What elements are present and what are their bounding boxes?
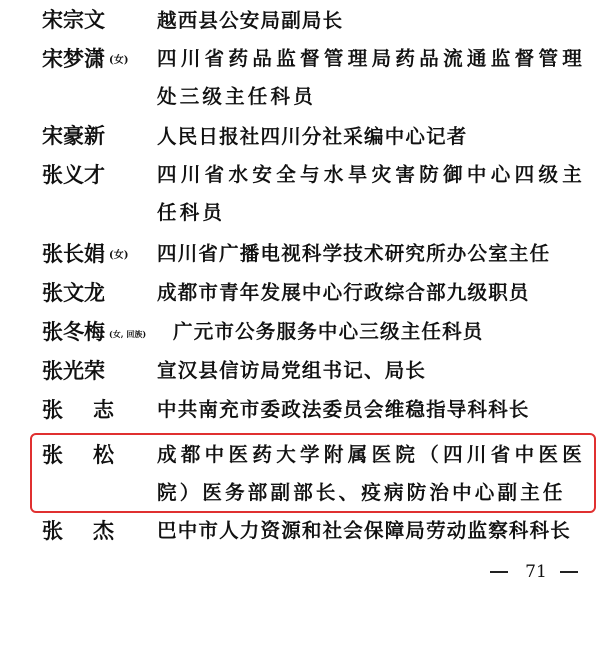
person-name: 张志 xyxy=(42,397,114,422)
person-name: 张义才 xyxy=(42,162,105,187)
person-note: (女) xyxy=(109,249,129,261)
person-name: 宋豪新 xyxy=(42,123,105,148)
person-name: 张文龙 xyxy=(42,280,105,305)
person-title: 宣汉县信访局党组书记、局长 xyxy=(157,359,427,382)
person-title: 中共南充市委政法委员会维稳指导科科长 xyxy=(157,398,530,421)
person-title: 成都中医药大学附属医院（四川省中医医院）医务部副部长、疫病防治中心副主任 xyxy=(157,443,585,504)
dash-right xyxy=(560,571,578,573)
person-note: (女, 回族) xyxy=(109,328,147,339)
person-name: 宋梦潇 (女) xyxy=(42,46,129,71)
person-name: 张松 xyxy=(42,442,114,467)
dash-left xyxy=(490,571,508,573)
person-title: 成都市青年发展中心行政综合部九级职员 xyxy=(157,281,530,304)
person-title: 四川省广播电视科学技术研究所办公室主任 xyxy=(157,242,551,265)
person-title: 四川省水安全与水旱灾害防御中心四级主任科员 xyxy=(157,163,585,224)
person-title: 人民日报社四川分社采编中心记者 xyxy=(157,125,468,148)
person-title: 广元市公务服务中心三级主任科员 xyxy=(173,320,484,343)
page-number xyxy=(490,560,580,584)
person-title: 四川省药品监督管理局药品流通监督管理处三级主任科员 xyxy=(157,47,585,108)
person-name: 张冬梅 (女, 回族) xyxy=(42,319,147,344)
person-title: 巴中市人力资源和社会保障局劳动监察科科长 xyxy=(157,519,572,542)
person-note: (女) xyxy=(109,54,129,66)
person-name: 张光荣 xyxy=(42,358,105,383)
person-name: 张杰 xyxy=(42,518,114,543)
person-title: 越西县公安局副局长 xyxy=(157,9,344,32)
person-name: 宋宗文 xyxy=(42,7,105,32)
page-number-value: 71 xyxy=(525,562,547,582)
person-name: 张长娟 (女) xyxy=(42,241,129,266)
